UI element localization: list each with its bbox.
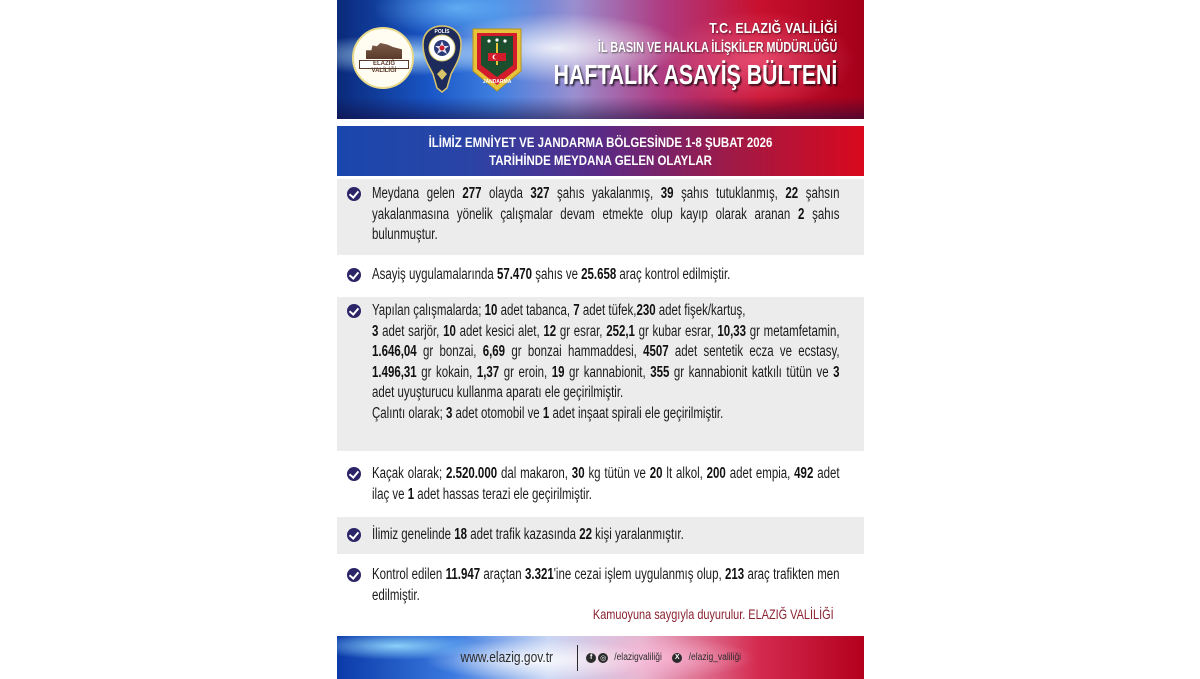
svg-text:JANDARMA: JANDARMA [482, 79, 512, 85]
instagram-icon[interactable]: ◎ [600, 654, 607, 662]
highlighted-number: 4507 [643, 343, 669, 360]
header-banner [337, 0, 864, 119]
highlighted-number: 22 [785, 185, 799, 202]
highlighted-number: 10,33 [717, 322, 747, 340]
svg-text:POLİS: POLİS [434, 29, 450, 35]
highlighted-number: 2.520.000 [446, 465, 498, 482]
website-link[interactable]: www.elazig.gov.tr [460, 649, 554, 666]
footer-banner [337, 636, 864, 679]
highlighted-number: 19 [551, 363, 565, 381]
footer-divider [577, 645, 579, 671]
item-text: Meydana gelen 277 olayda 327 şahıs yakalanmış, 39 şahıs tutuklanmış, 22 şahsın yakalanmasına yönelik çalışmalar devam etmekte olup kayıp olarak aranan 2 şahıs bulunmuştur. [372, 185, 840, 243]
item-text: Asayiş uygulamalarında 57.470 şahıs ve 25.658 araç kontrol edilmiştir. [372, 266, 731, 283]
item-text: Yapılan çalışmalarda; 10 adet tabanca, 7 adet tüfek,230 adet fişek/kartuş, 3 adet sarjör, 10 adet kesici alet, 12 gr esrar, 252,1 gr kubar esrar, 10,33 gr metamfetamin, 1.646,04 gr bonzai, 6,69 gr bonzai hammaddesi, 4507 adet sentetik ecza ve ecstasy, 1.496,31 gr kokain, 1,37 gr eroin, 19 gr kannabionit, 355 gr kannabionit katkılı tütün ve 3 adet uyuşturucu kullanma aparatı ele geçirilmiştir. Çalıntı olarak; 3 adet otomobil ve 1 adet inşaat spirali ele geçirilmiştir. [372, 302, 840, 422]
facebook-icon[interactable]: f [586, 653, 596, 663]
highlighted-number: 355 [650, 363, 670, 381]
highlighted-number: 6,69 [482, 343, 506, 360]
highlighted-number: 213 [724, 566, 745, 583]
highlighted-number: 252,1 [606, 322, 635, 340]
bulletin-title: HAFTALIK ASAYİŞ BÜLTENİ [553, 59, 837, 90]
highlighted-number: 3.321 [525, 566, 554, 583]
highlighted-number: 1 [407, 485, 415, 503]
highlighted-number: 277 [462, 185, 482, 202]
highlighted-number: 7 [573, 302, 580, 319]
highlighted-number: 39 [660, 185, 674, 202]
highlighted-number: 327 [530, 185, 550, 202]
highlighted-number: 492 [794, 465, 814, 482]
highlighted-number: 30 [571, 465, 585, 482]
list-item [337, 297, 864, 451]
highlighted-number: 10 [484, 302, 498, 319]
highlighted-number: 22 [579, 526, 592, 543]
highlighted-number: 3 [445, 404, 453, 422]
bulletin-poster [337, 0, 864, 679]
list-item [337, 562, 864, 606]
highlighted-number: 200 [706, 465, 726, 482]
list-item [337, 460, 864, 512]
check-circle-icon [347, 268, 361, 282]
highlighted-number: 18 [454, 526, 468, 543]
list-item [337, 261, 864, 291]
section-title-line-2: TARİHİNDE MEYDANA GELEN OLAYLAR [489, 152, 712, 168]
item-text: Kaçak olarak; 2.520.000 dal makaron, 30 kg tütün ve 20 lt alkol, 200 adet empia, 492 adet ilaç ve 1 adet hassas terazi ele geçirilmiştir. [372, 465, 840, 503]
governorate-title: T.C. ELAZIĞ VALİLİĞİ [708, 20, 837, 37]
check-circle-icon [347, 467, 361, 481]
highlighted-number: 2 [797, 205, 805, 223]
highlighted-number: 11.947 [445, 566, 481, 583]
check-circle-icon [347, 304, 361, 318]
highlighted-number: 1,37 [476, 363, 500, 381]
police-badge-icon [421, 24, 463, 94]
social-handle-2[interactable]: /elazig_valiliği [688, 652, 742, 663]
item-text: Kontrol edilen 11.947 araçtan 3.321'ine cezai işlem uygulanmış olup, 213 araç trafikten men edilmiştir. [372, 566, 840, 604]
highlighted-number: 20 [649, 465, 663, 482]
section-title-line-1: İLİMİZ EMNİYET VE JANDARMA BÖLGESİNDE 1-8 ŞUBAT 2026 [428, 134, 773, 150]
directorate-title: İL BASIN VE HALKLA İLİŞKİLER MÜDÜRLÜĞÜ [597, 39, 837, 56]
check-circle-icon [347, 528, 361, 542]
social-links [586, 652, 752, 663]
highlighted-number: 230 [636, 302, 656, 319]
highlighted-number: 1 [542, 404, 550, 422]
highlighted-number: 10 [443, 322, 456, 340]
highlighted-number: 12 [543, 322, 557, 340]
list-item [337, 179, 864, 255]
header-titles [464, 20, 837, 92]
check-circle-icon [347, 187, 361, 201]
highlighted-number: 3 [372, 322, 379, 340]
valilik-logo [352, 27, 414, 89]
valilik-logo-plate: ELAZIĞ VALİLİĞİ [359, 60, 409, 69]
list-item [337, 517, 864, 554]
highlighted-number: 25.658 [581, 266, 617, 283]
castle-icon [366, 43, 402, 59]
social-handle-1[interactable]: /elazigvaliliği [614, 652, 663, 663]
section-title [337, 126, 864, 176]
highlighted-number: 1.646,04 [372, 343, 417, 360]
item-text: İlimiz genelinde 18 adet trafik kazasında 22 kişi yaralanmıştır. [372, 526, 684, 543]
highlighted-number: 57.470 [496, 266, 533, 283]
highlighted-number: 1.496,31 [372, 363, 417, 381]
signoff-text: Kamuoyuna saygıyla duyurulur. ELAZIĞ VALİLİĞİ [593, 606, 834, 622]
highlighted-number: 3 [833, 363, 840, 381]
check-circle-icon [347, 568, 361, 582]
x-icon[interactable]: X [672, 653, 682, 663]
